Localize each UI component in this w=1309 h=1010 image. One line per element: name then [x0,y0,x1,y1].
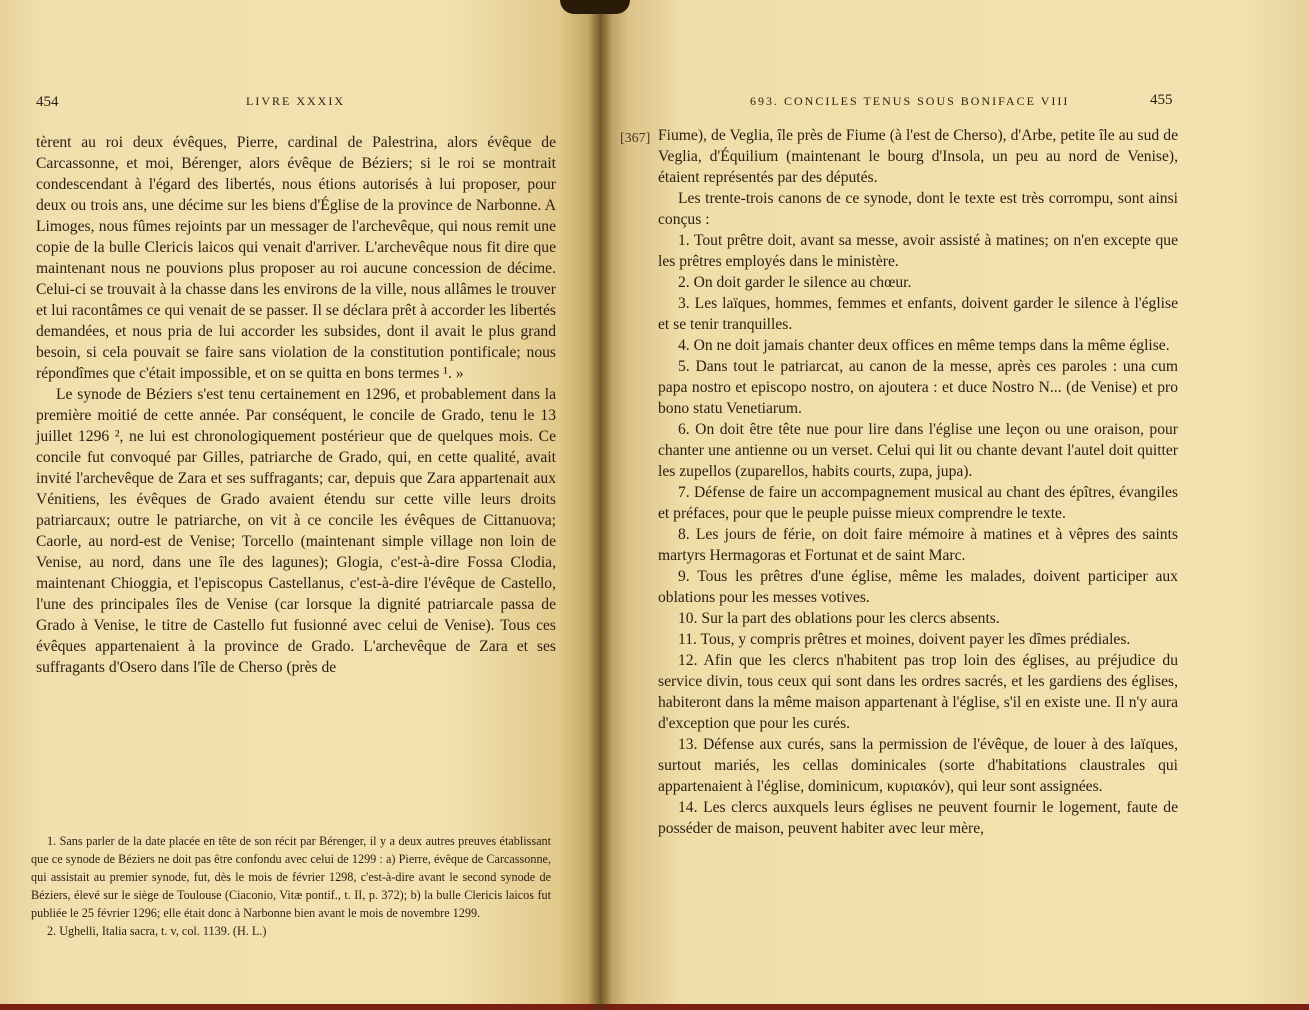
left-paragraph-1: tèrent au roi deux évêques, Pierre, cardinal de Palestrina, alors évêque de Carcassonne, et moi, Bérenger, alors évêque de Béziers; si le roi se montrait condescendant à l'égard des libertés, nous étions autorisés à lui proposer, pour deux ou trois ans, une décime sur les biens d'Église de la province de Narbonne. A Limoges, nous fûmes rejoints par un messager de l'archevêque, qui nous remit une copie de la bulle Clericis laicos qui venait d'arriver. L'archevêque nous fit dire que maintenant nous ne pouvions plus proposer au roi aucune concession de décime. Celui-ci se trouvait à la chasse dans les environs de la ville, nous allâmes le trouver et lui racontâmes ce qui venait de se passer. Il se déclara prêt à accorder les libertés demandées, et nous pria de lui accorder les subsides, dont il avait le plus grand besoin, si cela pouvait se faire sans violation de la constitution pontificale; nous répondîmes que c'était impossible, et on se quitta en bons termes ¹. » [36,134,556,382]
left-page [0,0,600,1010]
canon-13: 13. Défense aux curés, sans la permission de l'évêque, de louer à des laïques, surtout mariés, les cellas dominicales (sorte d'habitations claustrales qui appartenaient à l'église, dominicum, κυριακόν), qui leur sont assignées. [658,736,1178,795]
right-running-head: 693. CONCILES TENUS SOUS BONIFACE VIII [750,94,1070,108]
canon-4: 4. On ne doit jamais chanter deux offices en même temps dans la même église. [678,337,1170,354]
left-paragraph-2: Le synode de Béziers s'est tenu certainement en 1296, et probablement dans la première moitié de cette année. Par conséquent, le concile de Grado, tenu le 13 juillet 1296 ², ne lui est chronologiquement postérieur que de quelques mois. Ce concile fut convoqué par Gilles, patriarche de Grado, qui, en cette qualité, avait invité l'archevêque de Zara et ses suffragants; car, depuis que Zara appartenait aux Vénitiens, les évêques de Grado avaient étendu sur cette ville leurs droits patriarcaux; outre le patriarche, on vit à ce concile les évêques de Cittanuova; Caorle, au nord-est de Venise; Torcello (maintenant simple village non loin de Venise, au nord, dans une île des lagunes); Glogia, c'est-à-dire Fossa Clodia, maintenant Chioggia, et l'episcopus Castellanus, c'est-à-dire l'évêque de Castello, l'une des principales îles de Venise (car lorsque la dignité patriarcale passa de Grado à Venise, le titre de Castello fut fusionné avec celui de Venise). Tous ces évêques appartenaient à la province de Grado. L'archevêque de Zara et ses suffragants d'Osero dans l'île de Cherso (près de [36,386,556,676]
left-footnotes [31,832,551,940]
canon-14: 14. Les clercs auxquels leurs églises ne peuvent fournir le logement, faute de posséder de maison, peuvent habiter avec leur mère, [658,799,1178,837]
right-body-text [658,125,1178,839]
canon-6: 6. On doit être tête nue pour lire dans l'église une leçon ou une oraison, pour chanter une antienne ou un verset. Celui qui lit ou chante devant l'autel doit quitter les zupellos (zuparellos, habits courts, zupa, jupa). [658,421,1178,480]
right-paragraph: Les trente-trois canons de ce synode, dont le texte est très corrompu, sont ainsi conçus : [658,190,1178,228]
canon-11: 11. Tous, y compris prêtres et moines, doivent payer les dîmes prédiales. [678,631,1131,648]
canon-3: 3. Les laïques, hommes, femmes et enfants, doivent garder le silence à l'église et se tenir tranquilles. [658,295,1178,333]
canon-12: 12. Afin que les clercs n'habitent pas trop loin des églises, au préjudice du service divin, tous ceux qui sont dans les ordres sacrés, et les gardiens des églises, habiteront dans la même maison appartenant à l'église, s'il en existe une. Il n'y aura d'exception que pour les curés. [658,652,1178,732]
left-page-number: 454 [36,94,59,110]
spine-top-shadow [560,0,630,14]
right-page-number: 455 [1150,92,1173,108]
canon-8: 8. Les jours de férie, on doit faire mémoire à matines et à vêpres des saints martyrs Hermagoras et Fortunat et de saint Marc. [658,526,1178,564]
canon-5: 5. Dans tout le patriarcat, au canon de la messe, après ces paroles : una cum papa nostro et episcopo nostro, on ajoutera : et duce Nostro N... (de Venise) et pro bono statu Venetiarum. [658,358,1178,417]
right-page [600,0,1309,1010]
footnote-2: 2. Ughelli, Italia sacra, t. v, col. 1139. (H. L.) [47,924,267,938]
left-running-head: LIVRE XXXIX [246,94,345,108]
canon-7: 7. Défense de faire un accompagnement musical au chant des épîtres, évangiles et préfaces, pour que le peuple puisse mieux comprendre le texte. [658,484,1178,522]
canon-9: 9. Tous les prêtres d'une église, même les malades, doivent participer aux oblations pour les messes votives. [658,568,1178,606]
canon-2: 2. On doit garder le silence au chœur. [678,274,912,291]
canon-1: 1. Tout prêtre doit, avant sa messe, avoir assisté à matines; on n'en excepte que les prêtres employés dans le ministère. [658,232,1178,270]
footnote-1: 1. Sans parler de la date placée en tête de son récit par Bérenger, il y a deux autres preuves établissant que ce synode de Béziers ne doit pas être confondu avec celui de 1299 : a) Pierre, évêque de Carcassonne, qui assistait au premier synode, fut, dès le mois de février 1298, c'est-à-dire avant le second synode de Béziers, élevé sur le siège de Toulouse (Ciaconio, Vitæ pontif., t. II, p. 372); b) la bulle Clericis laicos fut publiée le 25 février 1296; elle était donc à Narbonne bien avant le mois de novembre 1299. [31,834,551,920]
right-paragraph: Fiume), de Veglia, île près de Fiume (à l'est de Cherso), d'Arbe, petite île au sud de Veglia, d'Équilium (maintenant le bourg d'Insola, un peu au nord de Venise), étaient représentés par des députés. [658,127,1178,186]
book-gutter [588,0,612,1010]
margin-reference: [367] [620,131,651,146]
left-body-text [36,132,556,678]
canon-10: 10. Sur la part des oblations pour les clercs absents. [678,610,1000,627]
